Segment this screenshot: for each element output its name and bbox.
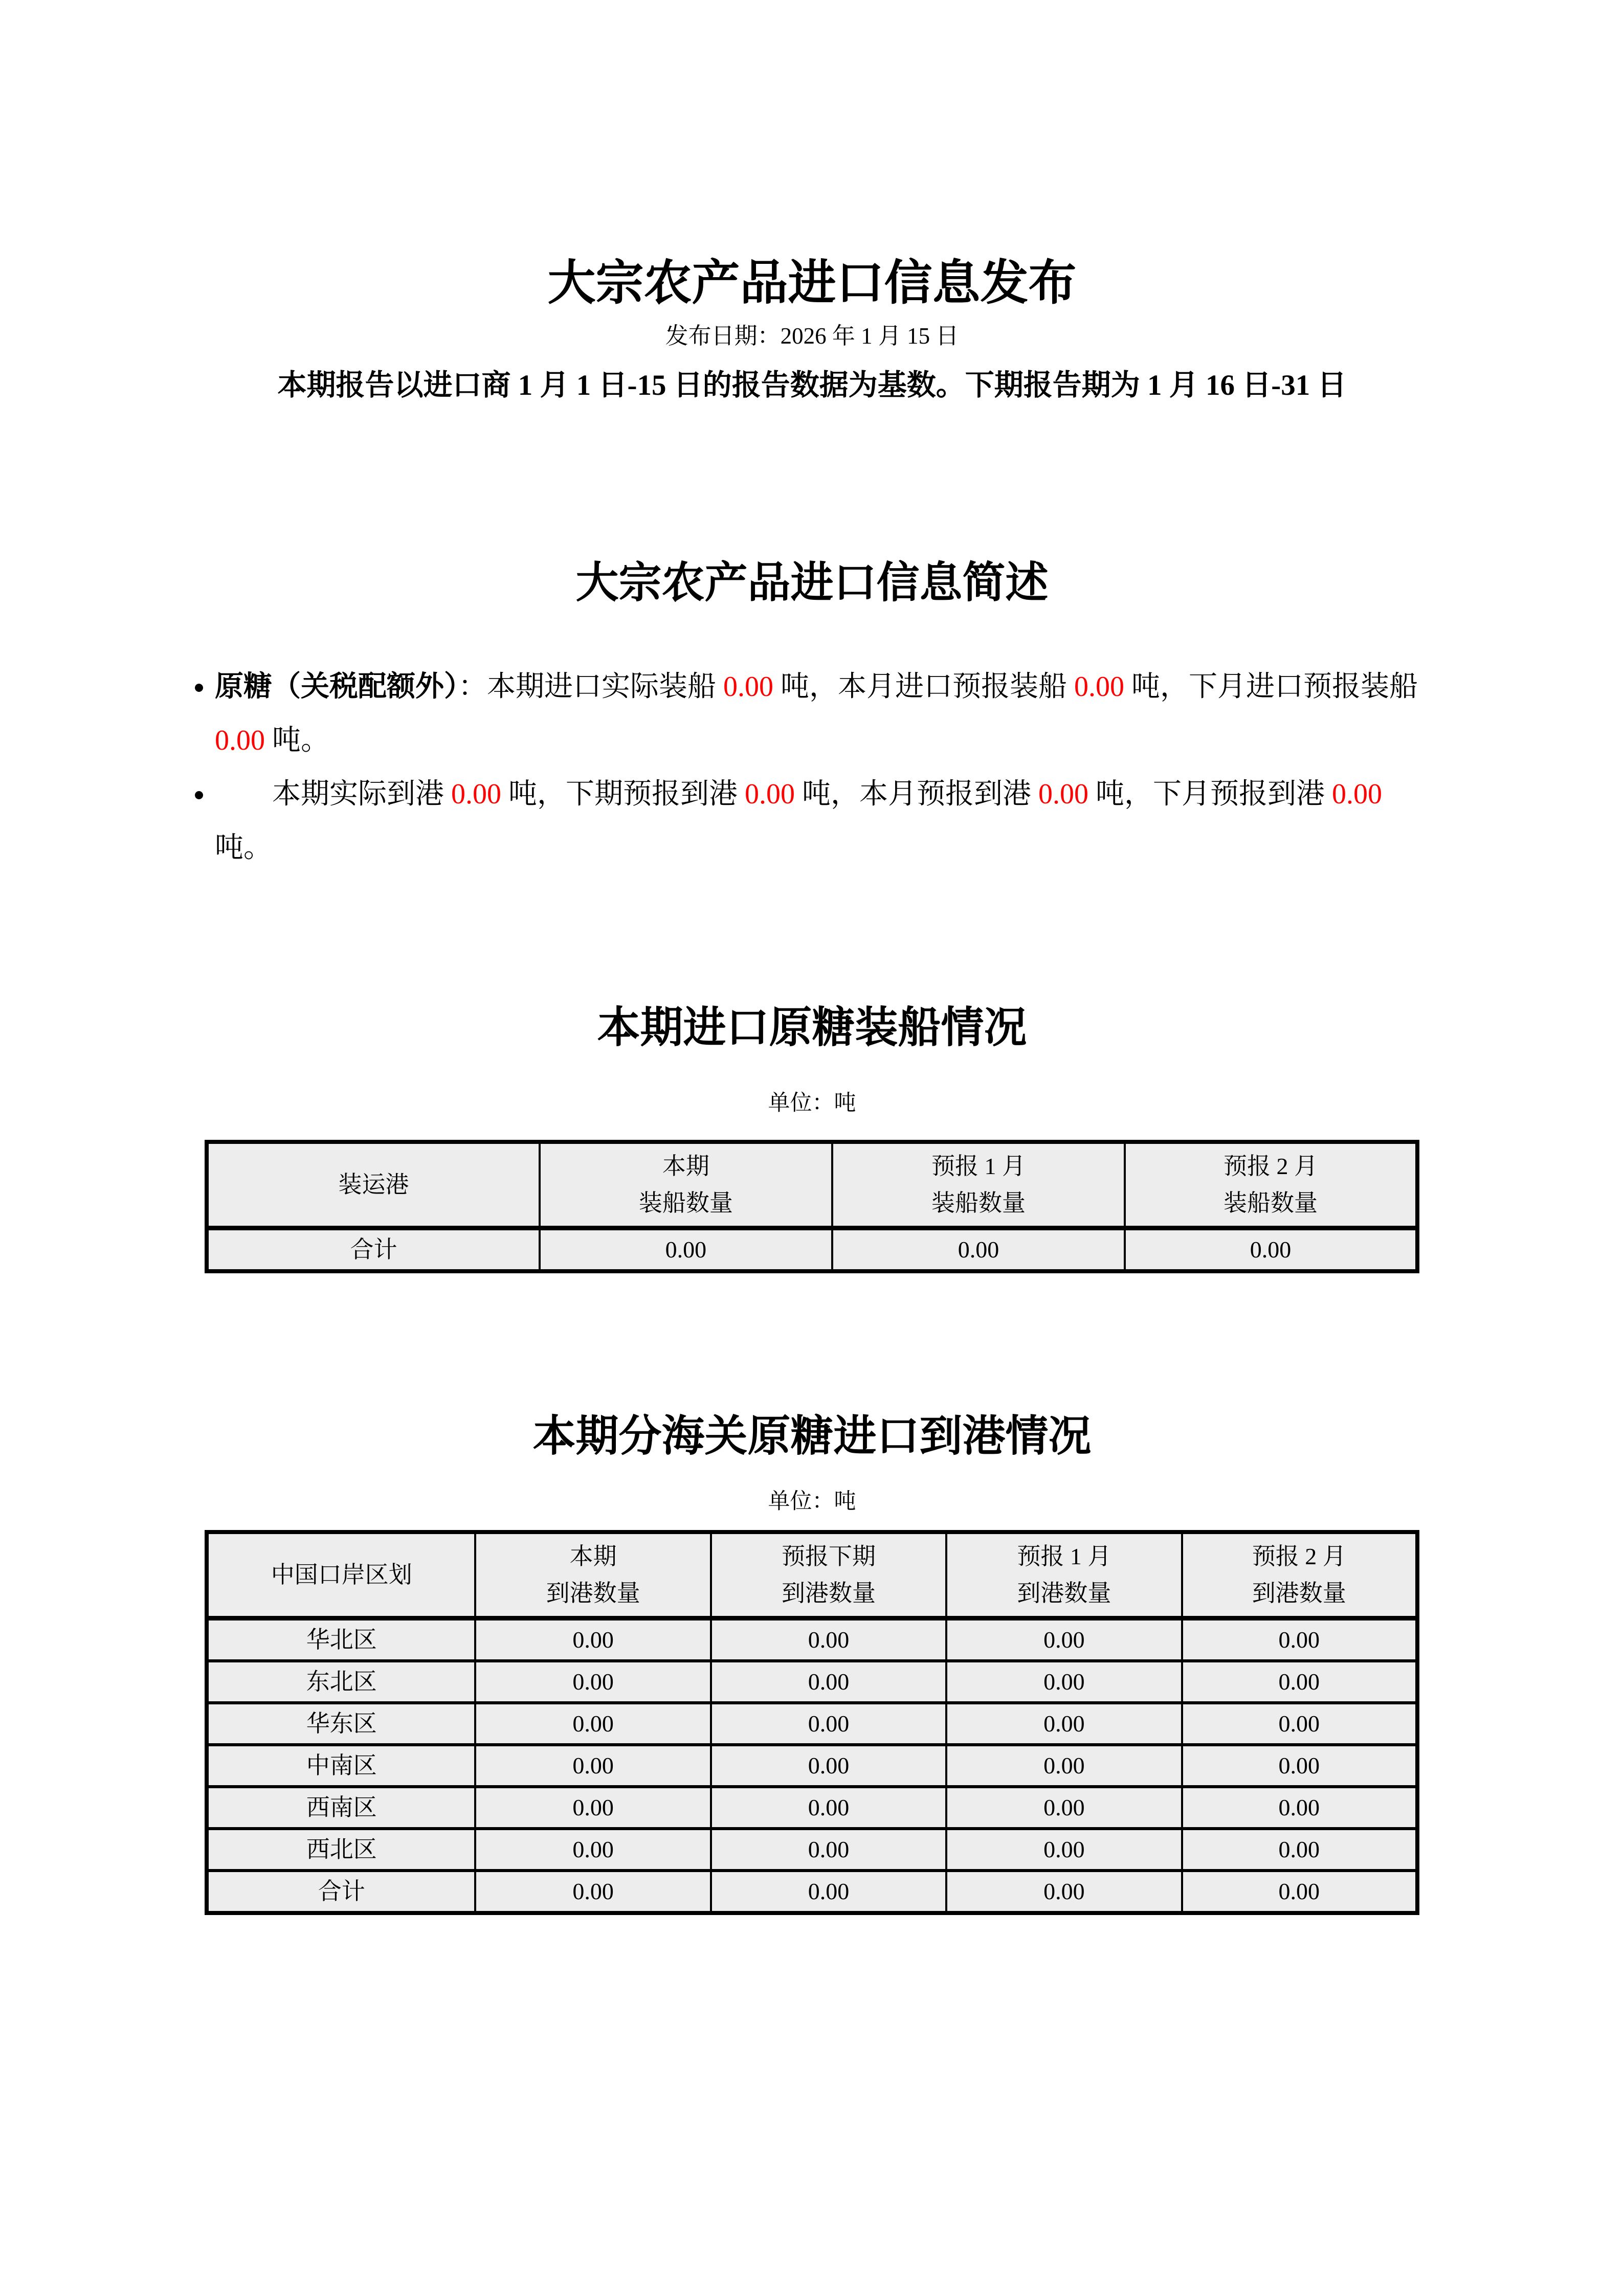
bullet-text: 吨。 [215,832,272,864]
summary-heading: 大宗农产品进口信息简述 [575,559,1049,607]
arrival-table-header-row [207,1532,1417,1618]
bullet-shipping-summary [215,660,1427,768]
arrival-table [205,1530,1419,1915]
cell-value: 0.00 [1182,1618,1417,1661]
shipment-table-header-row [207,1142,1417,1228]
column-header-line: 到港数量 [782,1580,876,1607]
bullet-text: 吨，本月预报到港 [795,778,1038,811]
column-header-current-shipment [540,1142,832,1228]
column-header-line: 装船数量 [638,1189,733,1216]
summary-bullet-list [0,660,1624,875]
publish-date: 发布日期：2026 年 1 月 15 日 [665,323,959,349]
red-value: 0.00 [215,725,265,757]
column-header-forecast-jan-shipment [832,1142,1125,1228]
cell-value: 0.00 [1125,1228,1417,1271]
red-value: 0.00 [1074,671,1124,703]
bullet-text: 吨，下月预报到港 [1088,778,1332,811]
cell-value: 0.00 [1182,1787,1417,1829]
red-value: 0.00 [451,778,501,811]
cell-value: 0.00 [1182,1703,1417,1745]
column-header-line: 预报 1 月 [931,1153,1026,1179]
bullet-bold-prefix: 原糖（关税配额外） [215,671,458,703]
bullet-text: 本期实际到港 [215,778,451,811]
cell-value: 0.00 [1182,1829,1417,1871]
column-header-line: 装船数量 [1223,1189,1318,1216]
column-header-line: 装船数量 [931,1189,1026,1216]
cell-value: 0.00 [475,1661,710,1703]
column-header-line: 到港数量 [1017,1580,1111,1607]
period-note: 本期报告以进口商 1 月 1 日-15 日的报告数据为基数。下期报告期为 1 月 16 日-31 日 [277,369,1347,401]
bullet-arrival-summary [215,768,1427,875]
column-header-line: 本期 [569,1543,617,1570]
column-header-port [207,1142,540,1228]
column-header-line: 到港数量 [1252,1580,1346,1607]
cell-value: 0.00 [946,1829,1182,1871]
arrival-row-east [207,1703,1417,1745]
bullet-text: 吨，下期预报到港 [501,778,745,811]
row-label: 合计 [207,1871,475,1913]
cell-value: 0.00 [946,1618,1182,1661]
cell-value: 0.00 [946,1871,1182,1913]
row-label: 华北区 [207,1618,475,1661]
row-label: 华东区 [207,1703,475,1745]
red-value: 0.00 [1332,778,1382,811]
column-header-line: 到港数量 [546,1580,640,1607]
bullet-text: 吨。 [265,725,329,757]
column-header-line: 预报 1 月 [1017,1543,1111,1570]
document-title: 大宗农产品进口信息发布 [547,257,1077,310]
cell-value: 0.00 [711,1661,946,1703]
column-header-line: 本期 [662,1153,709,1179]
arrival-row-northeast [207,1661,1417,1703]
arrival-row-total [207,1871,1417,1913]
column-header-forecast-jan-arrival [946,1532,1182,1618]
shipment-table [205,1140,1419,1273]
cell-value: 0.00 [540,1228,832,1271]
row-label: 西南区 [207,1787,475,1829]
cell-value: 0.00 [946,1745,1182,1787]
cell-value: 0.00 [946,1661,1182,1703]
cell-value: 0.00 [946,1787,1182,1829]
red-value: 0.00 [723,671,773,703]
cell-value: 0.00 [475,1745,710,1787]
column-header-line: 预报 2 月 [1252,1543,1346,1570]
cell-value: 0.00 [475,1829,710,1871]
row-label: 东北区 [207,1661,475,1703]
column-header-region [207,1532,475,1618]
arrival-row-southwest [207,1787,1417,1829]
column-header-line: 中国口岸区划 [271,1562,412,1588]
column-header-forecast-feb-arrival [1182,1532,1417,1618]
cell-value: 0.00 [711,1618,946,1661]
column-header-forecast-feb-shipment [1125,1142,1417,1228]
column-header-line: 预报下期 [782,1543,876,1570]
bullet-text: 吨，下月进口预报装船 [1124,671,1418,703]
arrival-row-north [207,1618,1417,1661]
column-header-line: 装运港 [338,1171,409,1198]
cell-value: 0.00 [1182,1745,1417,1787]
bullet-text: 吨，本月进口预报装船 [773,671,1074,703]
red-value: 0.00 [745,778,795,811]
arrival-section-heading: 本期分海关原糖进口到港情况 [532,1412,1092,1460]
arrival-row-northwest [207,1829,1417,1871]
cell-value: 0.00 [475,1787,710,1829]
cell-value: 0.00 [711,1787,946,1829]
shipment-unit-label: 单位：吨 [768,1091,856,1116]
row-label: 中南区 [207,1745,475,1787]
arrival-row-central-south [207,1745,1417,1787]
cell-value: 0.00 [711,1745,946,1787]
bullet-text: ：本期进口实际装船 [458,671,723,703]
cell-value: 0.00 [832,1228,1125,1271]
cell-value: 0.00 [711,1703,946,1745]
shipment-total-row [207,1228,1417,1271]
cell-value: 0.00 [711,1829,946,1871]
cell-value: 0.00 [475,1618,710,1661]
arrival-unit-label: 单位：吨 [768,1489,856,1514]
cell-value: 0.00 [1182,1661,1417,1703]
cell-value: 0.00 [1182,1871,1417,1913]
cell-value: 0.00 [946,1703,1182,1745]
red-value: 0.00 [1038,778,1088,811]
cell-value: 0.00 [475,1871,710,1913]
column-header-current-arrival [475,1532,710,1618]
shipment-section-heading: 本期进口原糖装船情况 [597,1004,1027,1052]
column-header-forecast-next-arrival [711,1532,946,1618]
cell-value: 0.00 [475,1703,710,1745]
row-label: 合计 [207,1228,540,1271]
row-label: 西北区 [207,1829,475,1871]
column-header-line: 预报 2 月 [1223,1153,1318,1179]
cell-value: 0.00 [711,1871,946,1913]
